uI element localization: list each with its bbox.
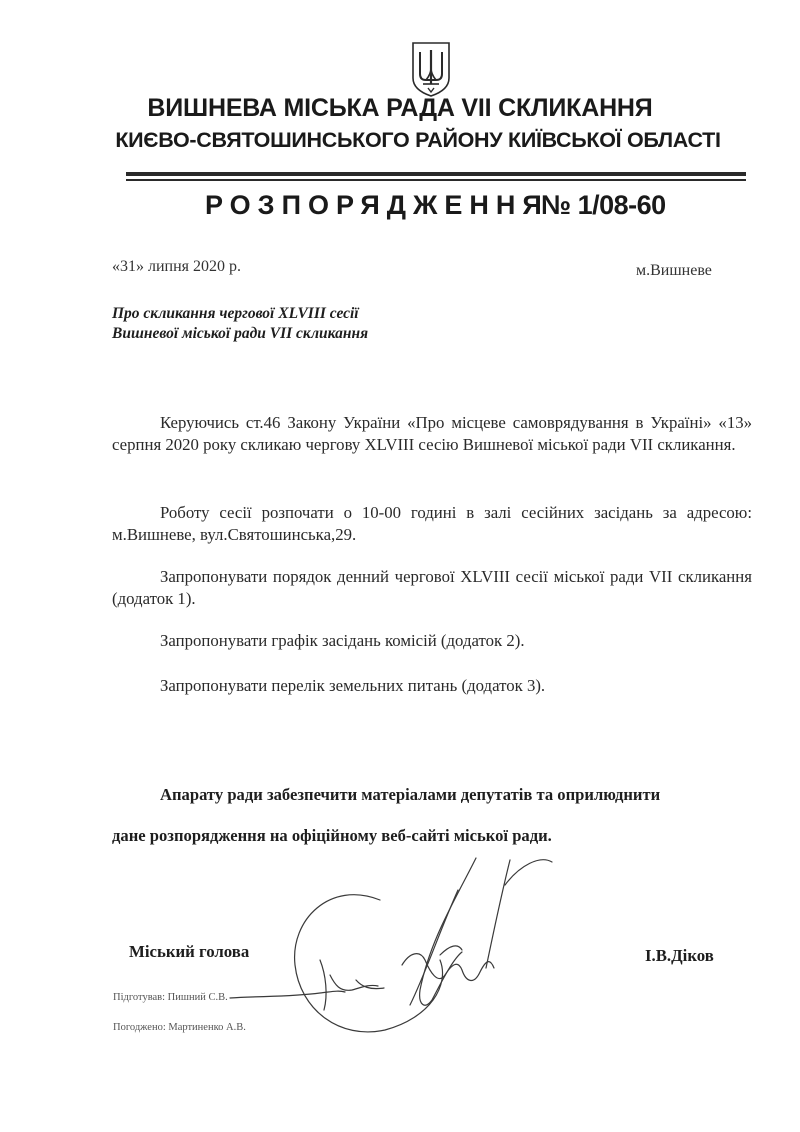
header-divider-thick <box>126 172 746 176</box>
document-city: м.Вишневе <box>636 262 712 279</box>
prepared-by: Підготував: Пишний С.В. <box>113 992 228 1003</box>
mayor-name: І.В.Діков <box>645 946 714 965</box>
paragraph-1-text: Керуючись ст.46 Закону України «Про місцеве самоврядування в Україні» «13» серпня 2020 року скликаю чергову XLVIII сесію Вишневої міської ради VII скликання. <box>112 413 752 454</box>
document-subject <box>112 304 368 344</box>
order-line-1-text: Апарату ради забезпечити матеріалами депутатів та оприлюднити <box>160 785 661 804</box>
district-name: КИЄВО-СВЯТОШИНСЬКОГО РАЙОНУ КИЇВСЬКОЇ ОБЛАСТІ <box>115 128 721 152</box>
paragraph-3 <box>112 566 752 609</box>
subject-line-2: Вишневої міської ради VII скликання <box>112 325 369 342</box>
paragraph-3-text: Запропонувати порядок денний чергової XLVIII сесії міської ради VII скликання (додаток 1). <box>112 567 752 608</box>
document-date: «31» липня 2020 р. <box>112 258 242 275</box>
paragraph-2 <box>112 502 752 545</box>
paragraph-1 <box>112 412 752 455</box>
trident-emblem-icon <box>409 40 453 98</box>
subject-line-1: Про скликання чергової XLVIII сесії <box>112 305 359 322</box>
mayor-label: Міський голова <box>129 942 250 961</box>
header-divider-thin <box>126 179 746 181</box>
paragraph-2-text: Роботу сесії розпочати о 10-00 годині в залі сесійних засідань за адресою: м.Вишневе, вул.Святошинська,29. <box>112 503 752 544</box>
council-name: ВИШНЕВА МІСЬКА РАДА VII СКЛИКАННЯ <box>147 94 653 122</box>
agreed-by: Погоджено: Мартиненко А.В. <box>113 1022 246 1033</box>
order-paragraph-line-1 <box>112 785 752 805</box>
paragraph-4-text: Запропонувати графік засідань комісій (додаток 2). <box>160 631 525 650</box>
paragraph-5 <box>112 675 752 697</box>
paragraph-5-text: Запропонувати перелік земельних питань (додаток 3). <box>160 676 546 695</box>
order-paragraph-line-2: дане розпорядження на офіційному веб-сайті міської ради. <box>112 826 552 845</box>
document-title: РОЗПОРЯДЖЕННЯ <box>205 190 549 220</box>
paragraph-4 <box>112 630 752 652</box>
document-number: № 1/08-60 <box>541 190 666 220</box>
